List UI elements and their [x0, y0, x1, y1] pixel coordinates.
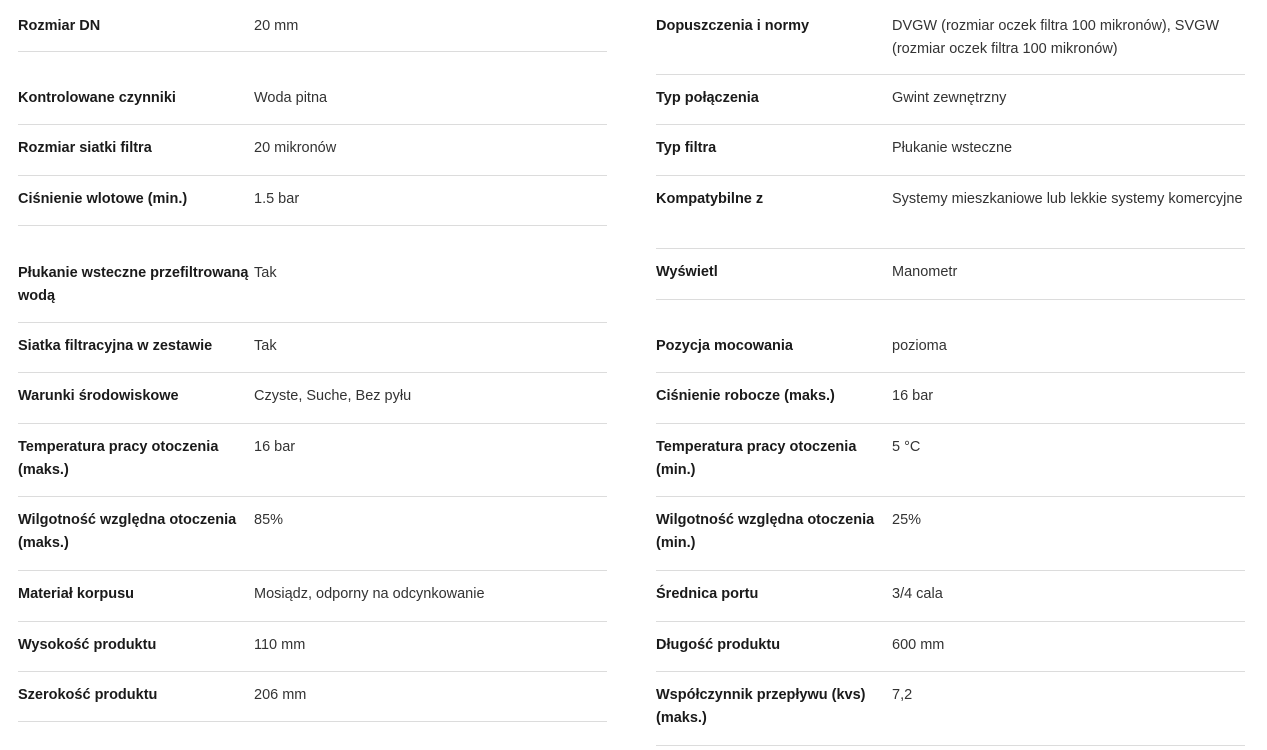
spec-label: Kompatybilne z [656, 191, 764, 207]
spec-row [18, 3, 607, 52]
spec-label: Warunki środowiskowe [18, 388, 179, 404]
spec-value: 20 mikronów [254, 140, 337, 156]
spec-label: Kontrolowane czynniki [18, 90, 176, 106]
spec-label: Wysokość produktu [18, 637, 157, 653]
spec-value: Płukanie wsteczne [892, 140, 1013, 156]
spec-label: Ciśnienie wlotowe (min.) [18, 191, 188, 207]
spec-row [18, 176, 607, 226]
spec-value: DVGW (rozmiar oczek filtra 100 mikronów), SVGW (rozmiar oczek filtra 100 mikronów) [892, 18, 1220, 57]
spec-table-left [18, 3, 607, 722]
spec-row [656, 672, 1245, 746]
spec-label: Współczynnik przepływu (kvs) (maks.) [656, 687, 866, 726]
spec-label: Płukanie wsteczne przefiltrowaną wodą [18, 265, 249, 304]
spec-value: 16 bar [254, 439, 296, 455]
spec-row [656, 424, 1245, 497]
spec-value: 5 °C [892, 439, 921, 455]
spec-row [18, 373, 607, 424]
spec-value: 16 bar [892, 388, 934, 404]
spec-row [656, 300, 1245, 373]
spec-label: Temperatura pracy otoczenia (min.) [656, 439, 857, 478]
spec-value: 1.5 bar [254, 191, 300, 207]
spec-value: 25% [892, 512, 922, 528]
spec-row [18, 571, 607, 622]
spec-row [656, 571, 1245, 622]
spec-label: Średnica portu [656, 586, 759, 602]
spec-row [656, 249, 1245, 300]
spec-label: Wilgotność względna otoczenia (min.) [656, 512, 875, 551]
spec-label: Rozmiar siatki filtra [18, 140, 152, 156]
spec-label: Wyświetl [656, 264, 718, 280]
spec-row [18, 622, 607, 672]
spec-label: Typ połączenia [656, 90, 759, 106]
spec-row [18, 497, 607, 571]
spec-label: Pozycja mocowania [656, 338, 793, 354]
spec-value: pozioma [892, 338, 947, 354]
spec-row [18, 424, 607, 497]
spec-value: 3/4 cala [892, 586, 943, 602]
spec-value: Tak [254, 265, 277, 281]
spec-value: Manometr [892, 264, 958, 280]
spec-label: Siatka filtracyjna w zestawie [18, 338, 213, 354]
spec-value: Mosiądz, odporny na odcynkowanie [254, 586, 485, 602]
spec-value: 85% [254, 512, 284, 528]
spec-row [18, 672, 607, 722]
spec-label: Dopuszczenia i normy [656, 18, 810, 34]
spec-row [18, 226, 607, 323]
spec-value: 600 mm [892, 637, 945, 653]
spec-label: Rozmiar DN [18, 18, 101, 34]
spec-label: Typ filtra [656, 140, 717, 156]
spec-row [656, 3, 1245, 75]
spec-label: Szerokość produktu [18, 687, 158, 703]
spec-value: Gwint zewnętrzny [892, 90, 1007, 106]
spec-value: 7,2 [892, 687, 913, 703]
spec-row [18, 52, 607, 125]
spec-row [656, 497, 1245, 571]
spec-value: Tak [254, 338, 277, 354]
spec-row [656, 622, 1245, 672]
spec-row [656, 176, 1245, 249]
spec-value: Woda pitna [254, 90, 328, 106]
spec-value: Systemy mieszkaniowe lub lekkie systemy komercyjne [892, 191, 1243, 207]
spec-table-right [656, 3, 1245, 746]
spec-row [18, 125, 607, 176]
spec-value: 206 mm [254, 687, 307, 703]
spec-row [656, 75, 1245, 125]
spec-row [656, 373, 1245, 424]
spec-value: Czyste, Suche, Bez pyłu [254, 388, 412, 404]
spec-value: 20 mm [254, 18, 299, 34]
spec-row [656, 125, 1245, 176]
spec-label: Wilgotność względna otoczenia (maks.) [18, 512, 237, 551]
spec-label: Temperatura pracy otoczenia (maks.) [18, 439, 219, 478]
spec-label: Ciśnienie robocze (maks.) [656, 388, 835, 404]
spec-value: 110 mm [254, 637, 306, 653]
spec-row [18, 323, 607, 373]
spec-label: Materiał korpusu [18, 586, 135, 602]
spec-label: Długość produktu [656, 637, 781, 653]
